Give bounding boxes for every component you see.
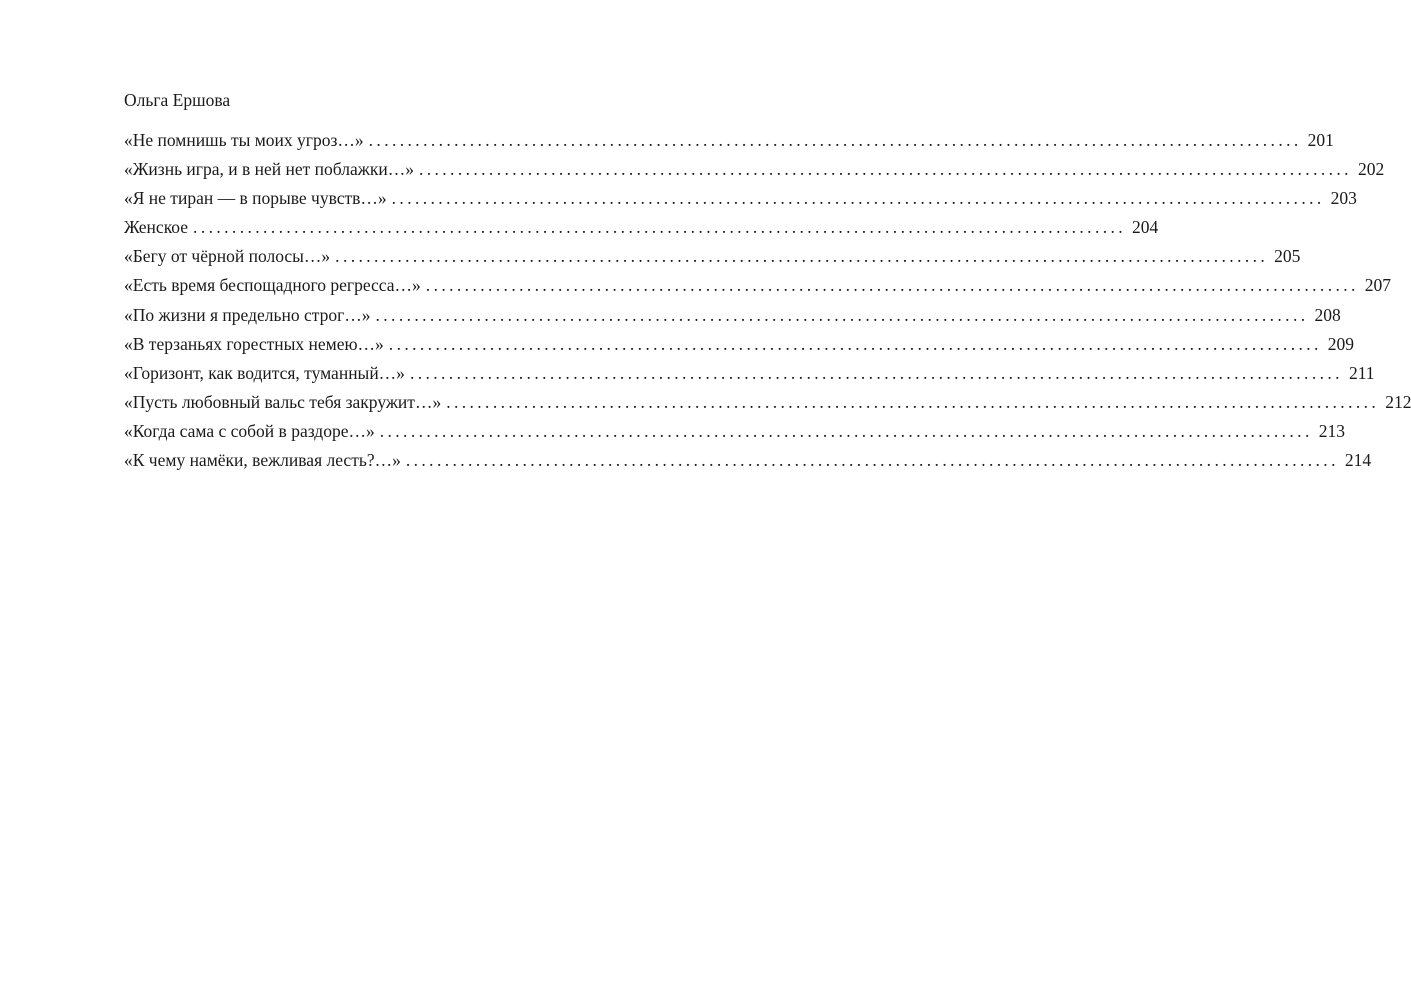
toc-page-number: 214 [1344,450,1372,471]
toc-entry[interactable] [124,419,1345,448]
toc-dot-leader: ........................................................................................................................ [405,450,1339,471]
toc-entry[interactable] [124,215,1159,244]
toc-entry-title: «По жизни я предельно строг…» [124,304,371,325]
toc-entry[interactable] [124,186,1357,215]
toc-page-number: 201 [1307,130,1334,150]
toc-page-number: 205 [1274,246,1301,267]
page-header-author: Ольга Ершова [124,90,231,110]
toc-dot-leader: ........................................................................................................................ [193,217,1127,238]
toc-entry-title: «К чему намёки, вежливая лесть?…» [124,450,401,471]
toc-entry[interactable] [124,273,1392,302]
toc-dot-leader: ........................................................................................................................ [375,304,1309,325]
toc-page-number: 202 [1357,159,1385,180]
toc-entry-title: Женское [124,217,189,238]
toc-entry-title: «Жизнь игра, и в ней нет поблажки…» [124,159,414,180]
toc-page-number: 213 [1318,420,1345,441]
toc-dot-leader: ........................................................................................................................ [425,275,1359,296]
toc-dot-leader: ........................................................................................................................ [388,333,1322,354]
toc-entry-title: «Когда сама с собой в раздоре…» [124,420,375,441]
toc-dot-leader: ........................................................................................................................ [446,391,1380,412]
toc-dot-leader: ........................................................................................................................ [379,420,1313,441]
toc-entry-title: «Пусть любовный вальс тебя закружит…» [124,391,442,412]
toc-entry[interactable] [124,361,1375,390]
toc-entry-title: «В терзаньях горестных немею…» [124,333,384,354]
toc-page-number: 207 [1364,275,1392,296]
toc-entry-title: «Я не тиран — в порыве чувств…» [124,188,387,209]
toc-entry[interactable] [124,157,1385,186]
toc-dot-leader: ........................................................................................................................ [418,159,1352,180]
toc-page-number: 203 [1330,188,1357,209]
table-of-contents [124,128,1411,477]
toc-dot-leader: ........................................................................................................................ [335,246,1269,267]
toc-entry-title: «Бегу от чёрной полосы…» [124,246,331,267]
toc-entry[interactable] [124,303,1341,332]
toc-dot-leader: ........................................................................................................................ [368,130,1302,150]
toc-entry[interactable] [124,332,1355,361]
toc-entry[interactable] [124,128,1334,157]
toc-page-number: 211 [1348,362,1375,383]
toc-page-number: 208 [1314,304,1341,325]
toc-page-number: 212 [1385,391,1411,412]
toc-entry-title: «Есть время беспощадного регресса…» [124,275,421,296]
toc-dot-leader: ........................................................................................................................ [409,362,1343,383]
toc-dot-leader: ........................................................................................................................ [391,188,1325,209]
toc-entry[interactable] [124,244,1301,273]
toc-entry-title: «Горизонт, как водится, туманный…» [124,362,405,383]
toc-page-number: 209 [1327,333,1355,354]
toc-entry[interactable] [124,448,1372,477]
toc-entry-title: «Не помнишь ты моих угроз…» [124,130,364,150]
toc-page-number: 204 [1132,217,1159,238]
toc-entry[interactable] [124,390,1411,419]
